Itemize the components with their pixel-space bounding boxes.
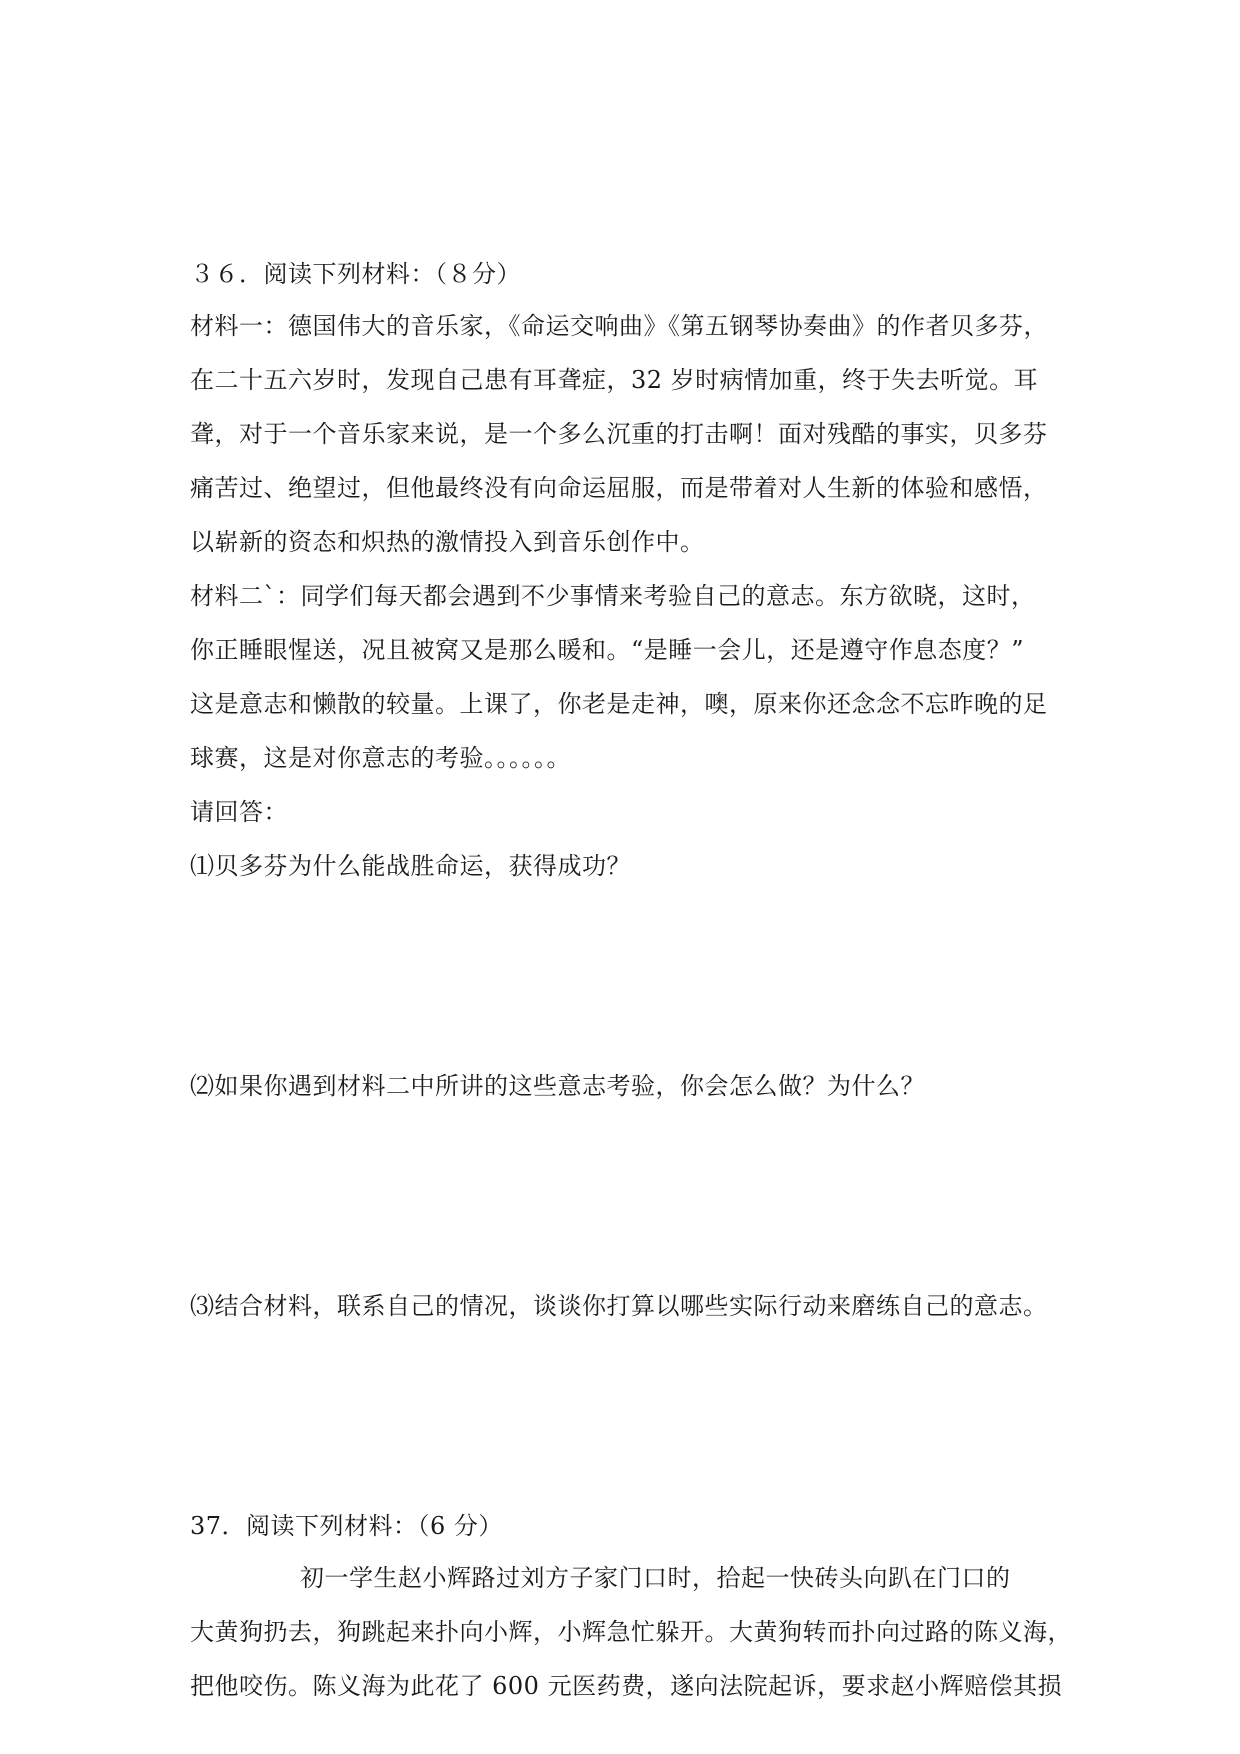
material-1-line: 材料一：德国伟大的音乐家，《命运交响曲》《第五钢琴协奏曲》的作者贝多芬， [190, 312, 1048, 340]
material-1-line: 痛苦过、绝望过，但他最终没有向命运屈服，而是带着对人生新的体验和感悟， [190, 474, 1048, 502]
material-2-line: 你正睡眼惺送，况且被窝又是那么暖和。“是睡一会儿，还是遵守作息态度？” [190, 636, 1025, 664]
question-36-3: ⑶结合材料，联系自己的情况，谈谈你打算以哪些实际行动来磨练自己的意志。 [190, 1292, 1048, 1320]
answer-prompt: 请回答： [190, 798, 288, 826]
material-2-line: 材料二`：同学们每天都会遇到不少事情来考验自己的意志。东方欲晓，这时， [190, 582, 1036, 610]
question-37-material-line: 大黄狗扔去，狗跳起来扑向小辉，小辉急忙躲开。大黄狗转而扑向过路的陈义海， [190, 1618, 1072, 1646]
material-2-line: 这是意志和懒散的较量。上课了，你老是走神，噢，原来你还念念不忘昨晚的足 [190, 690, 1048, 718]
material-1-line: 在二十五六岁时，发现自己患有耳聋症，32 岁时病情加重，终于失去听觉。耳 [190, 366, 1039, 394]
question-37-material-line: 把他咬伤。陈义海为此花了 600 元医药费，遂向法院起诉，要求赵小辉赔偿其损 [190, 1672, 1063, 1700]
question-36-1: ⑴贝多芬为什么能战胜命运，获得成功？ [190, 852, 631, 880]
question-36-2: ⑵如果你遇到材料二中所讲的这些意志考验，你会怎么做？为什么？ [190, 1072, 925, 1100]
question-37-header: 37．阅读下列材料：（6 分） [190, 1512, 503, 1540]
material-2-line: 球赛，这是对你意志的考验。。。。。。 [190, 744, 571, 772]
question-36-header: ３６．阅读下列材料：（８分） [190, 260, 521, 288]
material-1-line: 聋，对于一个音乐家来说，是一个多么沉重的打击啊！面对残酷的事实，贝多芬 [190, 420, 1048, 448]
material-1-line: 以崭新的资态和炽热的激情投入到音乐创作中。 [190, 528, 705, 556]
question-37-material-line: 初一学生赵小辉路过刘方子家门口时，拾起一快砖头向趴在门口的 [300, 1564, 1011, 1592]
